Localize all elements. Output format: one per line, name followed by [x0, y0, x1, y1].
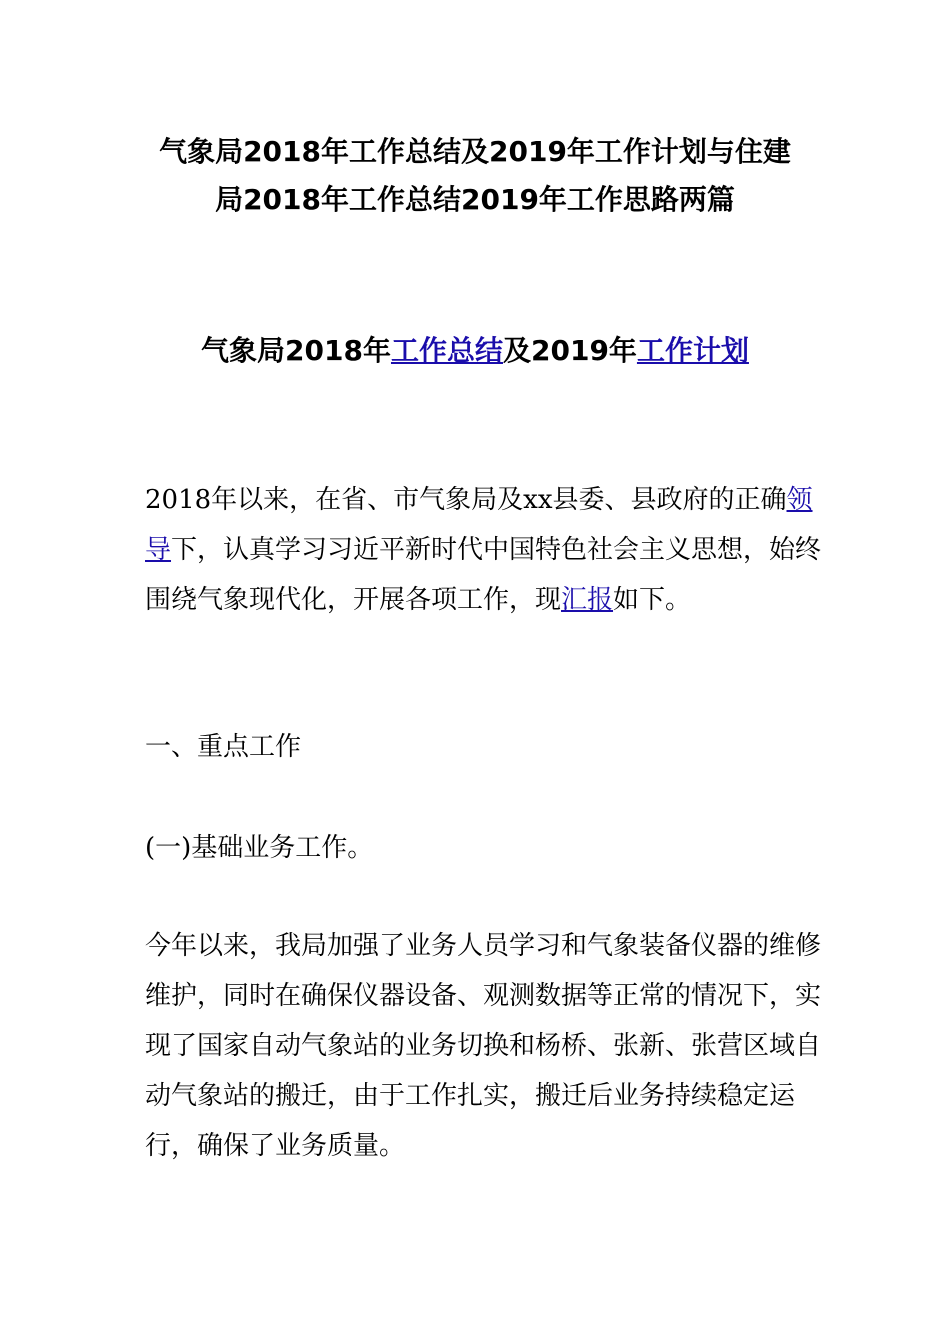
- main-title-line-1: 气象局2018年工作总结及2019年工作计划与住建: [159, 135, 791, 168]
- leadership-link[interactable]: 领导: [145, 485, 813, 565]
- sub-title-text-1: 气象局2018年: [201, 334, 391, 367]
- main-title: [0, 128, 950, 224]
- intro-text-3: 如下。: [613, 585, 692, 615]
- intro-text-2: 下，认真学习习近平新时代中国特色社会主义思想，始终围绕气象现代化，开展各项工作，现: [145, 535, 822, 615]
- work-summary-link[interactable]: 工作总结: [390, 334, 503, 367]
- section-heading: 一、重点工作: [145, 732, 302, 762]
- report-link[interactable]: 汇报: [561, 585, 614, 615]
- subsection-body: 今年以来，我局加强了业务人员学习和气象装备仪器的维修维护，同时在确保仪器设备、观测数据等正常的情况下，实现了国家自动气象站的业务切换和杨桥、张新、张营区域自动气象站的搬迁，由于工作扎实，搬迁后业务持续稳定运行，确保了业务质量。: [145, 931, 822, 1161]
- intro-paragraph: [145, 475, 835, 625]
- subsection-heading: (一)基础业务工作。: [145, 833, 374, 863]
- intro-text-1: 2018年以来，在省、市气象局及xx县委、县政府的正确: [145, 485, 787, 515]
- main-title-line-2: 局2018年工作总结2019年工作思路两篇: [215, 183, 735, 216]
- work-plan-link[interactable]: 工作计划: [636, 334, 749, 367]
- sub-title-text-2: 及2019年: [503, 334, 637, 367]
- sub-title: [0, 327, 950, 375]
